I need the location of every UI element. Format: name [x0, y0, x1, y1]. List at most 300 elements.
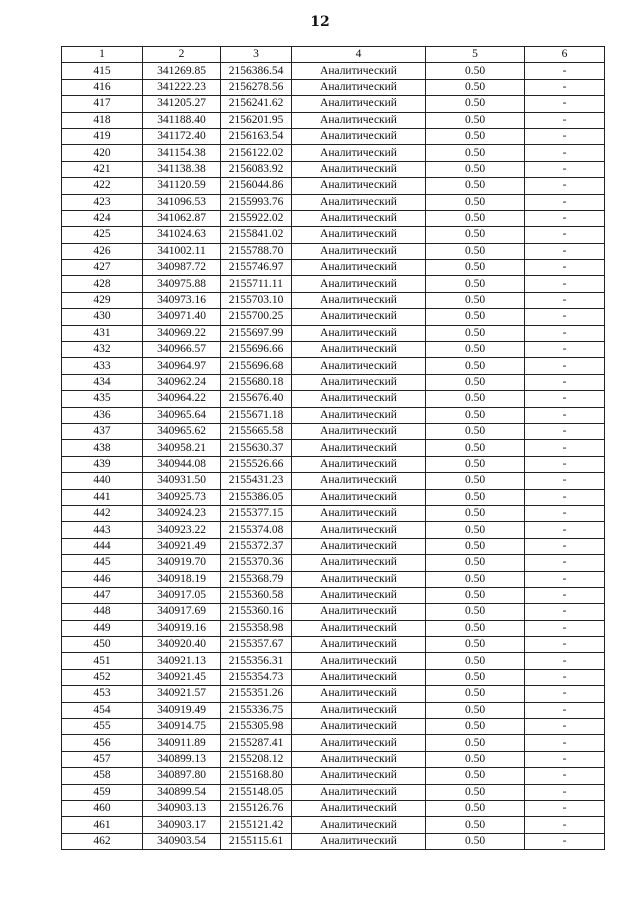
cell-method: Аналитический [292, 784, 426, 800]
cell-y-coordinate: 2155360.58 [221, 587, 292, 603]
cell-y-coordinate: 2155676.40 [221, 391, 292, 407]
cell-accuracy: 0.50 [426, 276, 525, 292]
cell-note: - [525, 112, 605, 128]
cell-y-coordinate: 2155287.41 [221, 735, 292, 751]
cell-accuracy: 0.50 [426, 784, 525, 800]
cell-accuracy: 0.50 [426, 833, 525, 849]
table-row [62, 112, 605, 128]
cell-y-coordinate: 2155993.76 [221, 194, 292, 210]
cell-note: - [525, 456, 605, 472]
cell-note: - [525, 309, 605, 325]
cell-note: - [525, 686, 605, 702]
table-row [62, 784, 605, 800]
cell-y-coordinate: 2155700.25 [221, 309, 292, 325]
cell-x-coordinate: 341269.85 [143, 63, 221, 79]
cell-y-coordinate: 2155368.79 [221, 571, 292, 587]
cell-point-number: 424 [62, 210, 143, 226]
cell-method: Аналитический [292, 555, 426, 571]
cell-y-coordinate: 2155696.68 [221, 358, 292, 374]
cell-note: - [525, 63, 605, 79]
cell-point-number: 450 [62, 637, 143, 653]
table-row [62, 96, 605, 112]
table-row [62, 555, 605, 571]
cell-note: - [525, 817, 605, 833]
cell-accuracy: 0.50 [426, 669, 525, 685]
cell-y-coordinate: 2156044.86 [221, 178, 292, 194]
cell-point-number: 420 [62, 145, 143, 161]
column-header-5: 5 [426, 47, 525, 63]
cell-x-coordinate: 340919.16 [143, 620, 221, 636]
cell-y-coordinate: 2155168.80 [221, 768, 292, 784]
cell-accuracy: 0.50 [426, 260, 525, 276]
cell-accuracy: 0.50 [426, 79, 525, 95]
cell-note: - [525, 391, 605, 407]
table-row [62, 505, 605, 521]
cell-x-coordinate: 340965.64 [143, 407, 221, 423]
cell-method: Аналитический [292, 686, 426, 702]
cell-y-coordinate: 2156241.62 [221, 96, 292, 112]
cell-x-coordinate: 340903.54 [143, 833, 221, 849]
cell-x-coordinate: 341024.63 [143, 227, 221, 243]
table-row [62, 128, 605, 144]
cell-point-number: 445 [62, 555, 143, 571]
table-row [62, 210, 605, 226]
cell-x-coordinate: 341205.27 [143, 96, 221, 112]
cell-x-coordinate: 340919.49 [143, 702, 221, 718]
cell-x-coordinate: 340917.69 [143, 604, 221, 620]
cell-point-number: 426 [62, 243, 143, 259]
cell-method: Аналитический [292, 768, 426, 784]
cell-method: Аналитический [292, 669, 426, 685]
cell-note: - [525, 538, 605, 554]
table-row [62, 522, 605, 538]
cell-x-coordinate: 341062.87 [143, 210, 221, 226]
cell-point-number: 446 [62, 571, 143, 587]
cell-method: Аналитический [292, 227, 426, 243]
cell-y-coordinate: 2155356.31 [221, 653, 292, 669]
cell-y-coordinate: 2155351.26 [221, 686, 292, 702]
cell-y-coordinate: 2155526.66 [221, 456, 292, 472]
cell-note: - [525, 407, 605, 423]
cell-x-coordinate: 340924.23 [143, 505, 221, 521]
cell-x-coordinate: 340917.05 [143, 587, 221, 603]
cell-note: - [525, 423, 605, 439]
cell-note: - [525, 227, 605, 243]
cell-method: Аналитический [292, 243, 426, 259]
cell-accuracy: 0.50 [426, 800, 525, 816]
cell-accuracy: 0.50 [426, 473, 525, 489]
cell-x-coordinate: 340925.73 [143, 489, 221, 505]
cell-y-coordinate: 2155360.16 [221, 604, 292, 620]
cell-note: - [525, 260, 605, 276]
cell-accuracy: 0.50 [426, 538, 525, 554]
cell-accuracy: 0.50 [426, 292, 525, 308]
cell-point-number: 442 [62, 505, 143, 521]
cell-point-number: 422 [62, 178, 143, 194]
cell-point-number: 461 [62, 817, 143, 833]
cell-y-coordinate: 2155841.02 [221, 227, 292, 243]
cell-note: - [525, 669, 605, 685]
cell-method: Аналитический [292, 505, 426, 521]
cell-method: Аналитический [292, 620, 426, 636]
cell-note: - [525, 440, 605, 456]
cell-note: - [525, 210, 605, 226]
cell-note: - [525, 800, 605, 816]
cell-note: - [525, 522, 605, 538]
cell-y-coordinate: 2155370.36 [221, 555, 292, 571]
cell-point-number: 453 [62, 686, 143, 702]
cell-accuracy: 0.50 [426, 686, 525, 702]
table-row [62, 702, 605, 718]
cell-point-number: 437 [62, 423, 143, 439]
table-row [62, 571, 605, 587]
cell-x-coordinate: 340899.54 [143, 784, 221, 800]
cell-accuracy: 0.50 [426, 325, 525, 341]
cell-x-coordinate: 340931.50 [143, 473, 221, 489]
cell-y-coordinate: 2156386.54 [221, 63, 292, 79]
cell-accuracy: 0.50 [426, 243, 525, 259]
cell-note: - [525, 768, 605, 784]
cell-method: Аналитический [292, 407, 426, 423]
cell-method: Аналитический [292, 63, 426, 79]
cell-x-coordinate: 340964.97 [143, 358, 221, 374]
table-body [62, 63, 605, 850]
cell-accuracy: 0.50 [426, 374, 525, 390]
cell-y-coordinate: 2155208.12 [221, 751, 292, 767]
cell-x-coordinate: 340899.13 [143, 751, 221, 767]
cell-method: Аналитический [292, 391, 426, 407]
table-row [62, 800, 605, 816]
cell-point-number: 438 [62, 440, 143, 456]
cell-y-coordinate: 2155126.76 [221, 800, 292, 816]
cell-note: - [525, 145, 605, 161]
table-row [62, 63, 605, 79]
cell-y-coordinate: 2155305.98 [221, 719, 292, 735]
cell-accuracy: 0.50 [426, 735, 525, 751]
cell-point-number: 440 [62, 473, 143, 489]
cell-x-coordinate: 340971.40 [143, 309, 221, 325]
cell-method: Аналитический [292, 79, 426, 95]
cell-method: Аналитический [292, 292, 426, 308]
cell-accuracy: 0.50 [426, 505, 525, 521]
cell-point-number: 428 [62, 276, 143, 292]
cell-accuracy: 0.50 [426, 309, 525, 325]
cell-point-number: 447 [62, 587, 143, 603]
cell-x-coordinate: 340903.17 [143, 817, 221, 833]
cell-method: Аналитический [292, 522, 426, 538]
table-row [62, 489, 605, 505]
cell-accuracy: 0.50 [426, 210, 525, 226]
cell-point-number: 423 [62, 194, 143, 210]
cell-accuracy: 0.50 [426, 768, 525, 784]
cell-note: - [525, 243, 605, 259]
cell-x-coordinate: 340966.57 [143, 342, 221, 358]
cell-accuracy: 0.50 [426, 440, 525, 456]
cell-point-number: 444 [62, 538, 143, 554]
cell-x-coordinate: 340921.45 [143, 669, 221, 685]
cell-y-coordinate: 2155358.98 [221, 620, 292, 636]
cell-point-number: 429 [62, 292, 143, 308]
cell-note: - [525, 604, 605, 620]
table-row [62, 637, 605, 653]
table-row [62, 243, 605, 259]
table-row [62, 292, 605, 308]
table-row [62, 653, 605, 669]
cell-point-number: 455 [62, 719, 143, 735]
cell-accuracy: 0.50 [426, 96, 525, 112]
cell-y-coordinate: 2155746.97 [221, 260, 292, 276]
cell-accuracy: 0.50 [426, 391, 525, 407]
cell-x-coordinate: 340911.89 [143, 735, 221, 751]
cell-y-coordinate: 2156122.02 [221, 145, 292, 161]
cell-y-coordinate: 2155703.10 [221, 292, 292, 308]
cell-method: Аналитический [292, 161, 426, 177]
cell-note: - [525, 358, 605, 374]
cell-method: Аналитический [292, 751, 426, 767]
cell-accuracy: 0.50 [426, 751, 525, 767]
cell-point-number: 459 [62, 784, 143, 800]
cell-accuracy: 0.50 [426, 407, 525, 423]
cell-point-number: 421 [62, 161, 143, 177]
cell-accuracy: 0.50 [426, 63, 525, 79]
cell-y-coordinate: 2155336.75 [221, 702, 292, 718]
cell-point-number: 418 [62, 112, 143, 128]
cell-x-coordinate: 340920.40 [143, 637, 221, 653]
cell-y-coordinate: 2155711.11 [221, 276, 292, 292]
cell-method: Аналитический [292, 112, 426, 128]
cell-point-number: 443 [62, 522, 143, 538]
cell-accuracy: 0.50 [426, 358, 525, 374]
table-row [62, 751, 605, 767]
table-row [62, 391, 605, 407]
table-row [62, 604, 605, 620]
cell-note: - [525, 374, 605, 390]
cell-x-coordinate: 340919.70 [143, 555, 221, 571]
cell-y-coordinate: 2156201.95 [221, 112, 292, 128]
table-row [62, 227, 605, 243]
cell-y-coordinate: 2155696.66 [221, 342, 292, 358]
cell-x-coordinate: 341222.23 [143, 79, 221, 95]
cell-point-number: 415 [62, 63, 143, 79]
cell-accuracy: 0.50 [426, 194, 525, 210]
cell-note: - [525, 833, 605, 849]
cell-x-coordinate: 340965.62 [143, 423, 221, 439]
cell-method: Аналитический [292, 210, 426, 226]
column-header-3: 3 [221, 47, 292, 63]
table-row [62, 358, 605, 374]
cell-note: - [525, 751, 605, 767]
cell-note: - [525, 276, 605, 292]
cell-x-coordinate: 341172.40 [143, 128, 221, 144]
cell-method: Аналитический [292, 194, 426, 210]
cell-point-number: 419 [62, 128, 143, 144]
cell-x-coordinate: 340987.72 [143, 260, 221, 276]
cell-accuracy: 0.50 [426, 817, 525, 833]
cell-note: - [525, 653, 605, 669]
cell-x-coordinate: 340958.21 [143, 440, 221, 456]
cell-method: Аналитический [292, 637, 426, 653]
cell-method: Аналитический [292, 342, 426, 358]
cell-accuracy: 0.50 [426, 604, 525, 620]
cell-accuracy: 0.50 [426, 423, 525, 439]
cell-method: Аналитический [292, 817, 426, 833]
table-row [62, 538, 605, 554]
cell-method: Аналитический [292, 473, 426, 489]
cell-y-coordinate: 2156163.54 [221, 128, 292, 144]
page-number: 12 [310, 14, 330, 30]
cell-accuracy: 0.50 [426, 456, 525, 472]
cell-method: Аналитический [292, 96, 426, 112]
cell-method: Аналитический [292, 800, 426, 816]
table-row [62, 669, 605, 685]
cell-point-number: 456 [62, 735, 143, 751]
cell-note: - [525, 784, 605, 800]
cell-y-coordinate: 2155372.37 [221, 538, 292, 554]
cell-x-coordinate: 341138.38 [143, 161, 221, 177]
column-header-1: 1 [62, 47, 143, 63]
cell-accuracy: 0.50 [426, 637, 525, 653]
cell-note: - [525, 325, 605, 341]
cell-note: - [525, 178, 605, 194]
cell-point-number: 427 [62, 260, 143, 276]
cell-x-coordinate: 341154.38 [143, 145, 221, 161]
cell-point-number: 416 [62, 79, 143, 95]
cell-point-number: 441 [62, 489, 143, 505]
cell-method: Аналитический [292, 276, 426, 292]
cell-method: Аналитический [292, 702, 426, 718]
cell-y-coordinate: 2156083.92 [221, 161, 292, 177]
cell-method: Аналитический [292, 145, 426, 161]
cell-accuracy: 0.50 [426, 571, 525, 587]
cell-accuracy: 0.50 [426, 342, 525, 358]
cell-note: - [525, 505, 605, 521]
cell-method: Аналитический [292, 489, 426, 505]
cell-method: Аналитический [292, 719, 426, 735]
cell-y-coordinate: 2155630.37 [221, 440, 292, 456]
cell-y-coordinate: 2155697.99 [221, 325, 292, 341]
table-header-row [62, 47, 605, 63]
table-row [62, 735, 605, 751]
table-row [62, 833, 605, 849]
cell-x-coordinate: 340921.57 [143, 686, 221, 702]
cell-point-number: 449 [62, 620, 143, 636]
cell-note: - [525, 473, 605, 489]
cell-note: - [525, 571, 605, 587]
table-row [62, 374, 605, 390]
cell-note: - [525, 342, 605, 358]
cell-x-coordinate: 340921.13 [143, 653, 221, 669]
cell-x-coordinate: 340964.22 [143, 391, 221, 407]
cell-x-coordinate: 341002.11 [143, 243, 221, 259]
cell-note: - [525, 620, 605, 636]
cell-accuracy: 0.50 [426, 653, 525, 669]
cell-method: Аналитический [292, 571, 426, 587]
cell-point-number: 439 [62, 456, 143, 472]
cell-point-number: 431 [62, 325, 143, 341]
cell-note: - [525, 128, 605, 144]
cell-method: Аналитический [292, 260, 426, 276]
cell-x-coordinate: 340918.19 [143, 571, 221, 587]
cell-method: Аналитический [292, 423, 426, 439]
cell-note: - [525, 719, 605, 735]
cell-y-coordinate: 2156278.56 [221, 79, 292, 95]
table-row [62, 440, 605, 456]
table-row [62, 325, 605, 341]
cell-note: - [525, 587, 605, 603]
cell-note: - [525, 489, 605, 505]
cell-accuracy: 0.50 [426, 489, 525, 505]
column-header-6: 6 [525, 47, 605, 63]
cell-method: Аналитический [292, 735, 426, 751]
cell-x-coordinate: 340944.08 [143, 456, 221, 472]
cell-method: Аналитический [292, 374, 426, 390]
cell-x-coordinate: 340903.13 [143, 800, 221, 816]
cell-note: - [525, 194, 605, 210]
cell-x-coordinate: 340897.80 [143, 768, 221, 784]
cell-y-coordinate: 2155922.02 [221, 210, 292, 226]
cell-y-coordinate: 2155680.18 [221, 374, 292, 390]
table-row [62, 309, 605, 325]
table-row [62, 768, 605, 784]
column-header-4: 4 [292, 47, 426, 63]
cell-point-number: 435 [62, 391, 143, 407]
cell-note: - [525, 555, 605, 571]
cell-y-coordinate: 2155374.08 [221, 522, 292, 538]
cell-x-coordinate: 340962.24 [143, 374, 221, 390]
cell-x-coordinate: 340923.22 [143, 522, 221, 538]
table-row [62, 719, 605, 735]
cell-point-number: 462 [62, 833, 143, 849]
cell-y-coordinate: 2155386.05 [221, 489, 292, 505]
column-header-2: 2 [143, 47, 221, 63]
cell-y-coordinate: 2155121.42 [221, 817, 292, 833]
table-row [62, 276, 605, 292]
cell-method: Аналитический [292, 128, 426, 144]
cell-point-number: 432 [62, 342, 143, 358]
cell-method: Аналитический [292, 440, 426, 456]
cell-accuracy: 0.50 [426, 522, 525, 538]
cell-note: - [525, 79, 605, 95]
cell-accuracy: 0.50 [426, 702, 525, 718]
cell-note: - [525, 161, 605, 177]
cell-accuracy: 0.50 [426, 112, 525, 128]
cell-accuracy: 0.50 [426, 555, 525, 571]
cell-point-number: 454 [62, 702, 143, 718]
cell-accuracy: 0.50 [426, 128, 525, 144]
table-row [62, 342, 605, 358]
cell-point-number: 457 [62, 751, 143, 767]
table-row [62, 79, 605, 95]
table-row [62, 178, 605, 194]
cell-method: Аналитический [292, 456, 426, 472]
cell-point-number: 433 [62, 358, 143, 374]
cell-x-coordinate: 340914.75 [143, 719, 221, 735]
cell-y-coordinate: 2155665.58 [221, 423, 292, 439]
cell-method: Аналитический [292, 538, 426, 554]
cell-point-number: 436 [62, 407, 143, 423]
cell-point-number: 452 [62, 669, 143, 685]
cell-y-coordinate: 2155357.67 [221, 637, 292, 653]
cell-y-coordinate: 2155377.15 [221, 505, 292, 521]
cell-accuracy: 0.50 [426, 178, 525, 194]
table-row [62, 260, 605, 276]
cell-note: - [525, 637, 605, 653]
cell-method: Аналитический [292, 604, 426, 620]
cell-y-coordinate: 2155148.05 [221, 784, 292, 800]
cell-x-coordinate: 341188.40 [143, 112, 221, 128]
coordinates-table [61, 46, 605, 850]
table-row [62, 194, 605, 210]
